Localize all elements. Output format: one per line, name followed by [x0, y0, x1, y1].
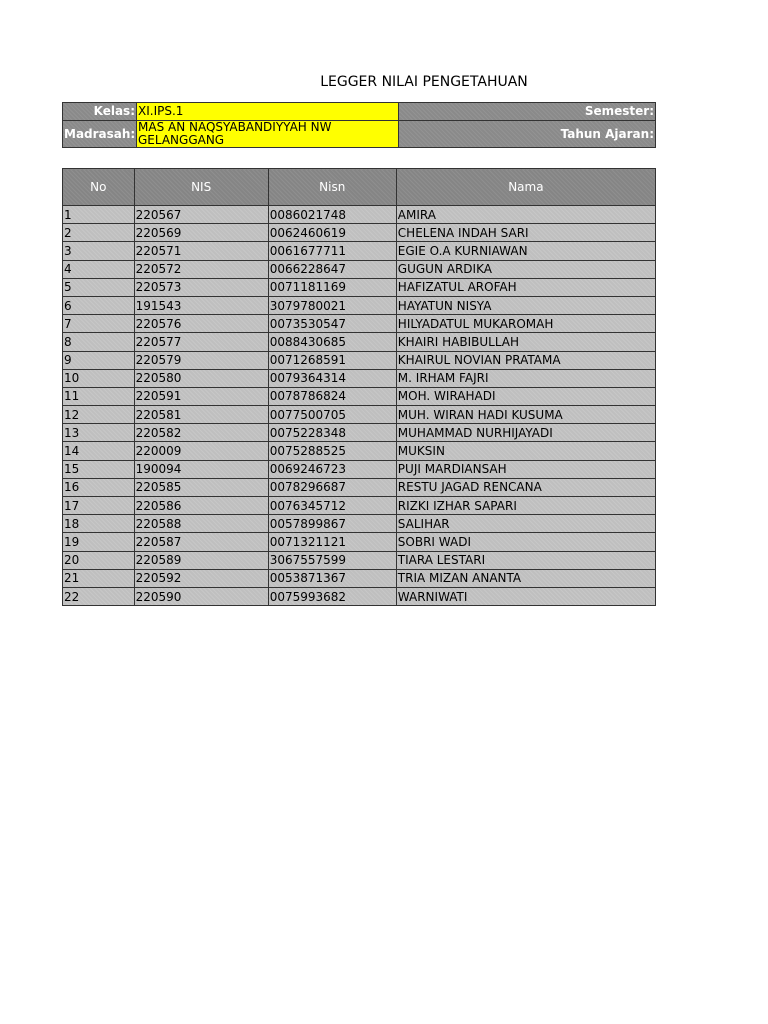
cell-no[interactable]: 3 [63, 242, 135, 260]
cell-no[interactable]: 12 [63, 406, 135, 424]
cell-nama[interactable]: M. IRHAM FAJRI [396, 369, 655, 387]
table-row [63, 551, 656, 569]
table-row [63, 260, 656, 278]
cell-nisn[interactable]: 0076345712 [268, 497, 396, 515]
table-row [63, 351, 656, 369]
cell-nisn[interactable]: 0075288525 [268, 442, 396, 460]
tahun-ajaran-label: Tahun Ajaran: [399, 121, 656, 148]
cell-no[interactable]: 5 [63, 278, 135, 296]
cell-nisn[interactable]: 0069246723 [268, 460, 396, 478]
cell-nis[interactable]: 220589 [134, 551, 268, 569]
student-table [62, 168, 656, 606]
cell-nisn[interactable]: 0086021748 [268, 206, 396, 224]
header-no[interactable]: No [63, 169, 135, 206]
table-row [63, 296, 656, 314]
cell-nama[interactable]: HAYATUN NISYA [396, 296, 655, 314]
cell-nama[interactable]: KHAIRI HABIBULLAH [396, 333, 655, 351]
cell-nis[interactable]: 220567 [134, 206, 268, 224]
cell-no[interactable]: 16 [63, 478, 135, 496]
cell-nisn[interactable]: 0077500705 [268, 406, 396, 424]
cell-nisn[interactable]: 0066228647 [268, 260, 396, 278]
cell-nis[interactable]: 220585 [134, 478, 268, 496]
cell-no[interactable]: 9 [63, 351, 135, 369]
header-nis[interactable]: NIS [134, 169, 268, 206]
table-row [63, 533, 656, 551]
table-row [63, 224, 656, 242]
table-row [63, 424, 656, 442]
cell-nisn[interactable]: 0071321121 [268, 533, 396, 551]
cell-nis[interactable]: 220009 [134, 442, 268, 460]
cell-nama[interactable]: MUH. WIRAN HADI KUSUMA [396, 406, 655, 424]
cell-nama[interactable]: AMIRA [396, 206, 655, 224]
cell-nama[interactable]: TRIA MIZAN ANANTA [396, 569, 655, 587]
cell-nama[interactable]: HILYADATUL MUKAROMAH [396, 315, 655, 333]
cell-no[interactable]: 21 [63, 569, 135, 587]
table-row [63, 515, 656, 533]
cell-no[interactable]: 6 [63, 296, 135, 314]
cell-no[interactable]: 14 [63, 442, 135, 460]
cell-nis[interactable]: 220576 [134, 315, 268, 333]
cell-nisn[interactable]: 0053871367 [268, 569, 396, 587]
cell-nama[interactable]: TIARA LESTARI [396, 551, 655, 569]
table-row [63, 587, 656, 605]
cell-nama[interactable]: EGIE O.A KURNIAWAN [396, 242, 655, 260]
table-row [63, 206, 656, 224]
cell-nama[interactable]: KHAIRUL NOVIAN PRATAMA [396, 351, 655, 369]
table-row [63, 369, 656, 387]
cell-nis[interactable]: 220572 [134, 260, 268, 278]
cell-nis[interactable]: 220573 [134, 278, 268, 296]
cell-nis[interactable]: 220569 [134, 224, 268, 242]
table-header-row [63, 169, 656, 206]
cell-no[interactable]: 8 [63, 333, 135, 351]
kelas-label: Kelas: [63, 103, 137, 121]
cell-nis[interactable]: 191543 [134, 296, 268, 314]
cell-nisn[interactable]: 0057899867 [268, 515, 396, 533]
cell-nama[interactable]: RESTU JAGAD RENCANA [396, 478, 655, 496]
kelas-value[interactable]: XI.IPS.1 [137, 103, 399, 121]
cell-nis[interactable]: 220591 [134, 387, 268, 405]
cell-nisn[interactable]: 0075993682 [268, 587, 396, 605]
madrasah-value[interactable]: MAS AN NAQSYABANDIYYAH NW GELANGGANG [137, 121, 399, 148]
table-row [63, 278, 656, 296]
cell-nis[interactable]: 220582 [134, 424, 268, 442]
cell-no[interactable]: 22 [63, 587, 135, 605]
cell-nama[interactable]: MUKSIN [396, 442, 655, 460]
cell-nama[interactable]: MOH. WIRAHADI [396, 387, 655, 405]
table-row [63, 442, 656, 460]
cell-no[interactable]: 2 [63, 224, 135, 242]
cell-no[interactable]: 7 [63, 315, 135, 333]
cell-nisn[interactable]: 3079780021 [268, 296, 396, 314]
cell-nis[interactable]: 220587 [134, 533, 268, 551]
cell-no[interactable]: 10 [63, 369, 135, 387]
cell-no[interactable]: 17 [63, 497, 135, 515]
semester-label: Semester: [399, 103, 656, 121]
cell-no[interactable]: 15 [63, 460, 135, 478]
cell-nis[interactable]: 220579 [134, 351, 268, 369]
cell-nisn[interactable]: 0075228348 [268, 424, 396, 442]
cell-nis[interactable]: 220581 [134, 406, 268, 424]
table-row [63, 460, 656, 478]
info-table [62, 102, 656, 148]
table-row [63, 497, 656, 515]
cell-nama[interactable]: WARNIWATI [396, 587, 655, 605]
cell-nama[interactable]: GUGUN ARDIKA [396, 260, 655, 278]
table-row [63, 406, 656, 424]
cell-nis[interactable]: 220590 [134, 587, 268, 605]
cell-no[interactable]: 11 [63, 387, 135, 405]
header-nama[interactable]: Nama [396, 169, 655, 206]
table-row [63, 478, 656, 496]
cell-no[interactable]: 19 [63, 533, 135, 551]
cell-nama[interactable]: RIZKI IZHAR SAPARI [396, 497, 655, 515]
cell-nisn[interactable]: 0088430685 [268, 333, 396, 351]
table-row [63, 569, 656, 587]
cell-no[interactable]: 20 [63, 551, 135, 569]
document-title: LEGGER NILAI PENGETAHUAN [320, 74, 528, 90]
cell-nama[interactable]: SOBRI WADI [396, 533, 655, 551]
cell-nis[interactable]: 220577 [134, 333, 268, 351]
table-row [63, 315, 656, 333]
cell-nisn[interactable]: 0071181169 [268, 278, 396, 296]
cell-nama[interactable]: MUHAMMAD NURHIJAYADI [396, 424, 655, 442]
cell-nis[interactable]: 220586 [134, 497, 268, 515]
cell-nisn[interactable]: 0073530547 [268, 315, 396, 333]
cell-nama[interactable]: HAFIZATUL AROFAH [396, 278, 655, 296]
cell-nis[interactable]: 220588 [134, 515, 268, 533]
cell-nisn[interactable]: 0061677711 [268, 242, 396, 260]
madrasah-label: Madrasah: [63, 121, 137, 148]
table-row [63, 387, 656, 405]
cell-nisn[interactable]: 0079364314 [268, 369, 396, 387]
cell-nis[interactable]: 220592 [134, 569, 268, 587]
cell-nama[interactable]: PUJI MARDIANSAH [396, 460, 655, 478]
cell-nisn[interactable]: 0078296687 [268, 478, 396, 496]
cell-no[interactable]: 13 [63, 424, 135, 442]
cell-nisn[interactable]: 0078786824 [268, 387, 396, 405]
table-row [63, 333, 656, 351]
cell-no[interactable]: 4 [63, 260, 135, 278]
cell-nis[interactable]: 220571 [134, 242, 268, 260]
cell-nisn[interactable]: 0071268591 [268, 351, 396, 369]
cell-nisn[interactable]: 3067557599 [268, 551, 396, 569]
cell-nis[interactable]: 190094 [134, 460, 268, 478]
table-row [63, 242, 656, 260]
cell-no[interactable]: 1 [63, 206, 135, 224]
cell-nama[interactable]: CHELENA INDAH SARI [396, 224, 655, 242]
header-nisn[interactable]: Nisn [268, 169, 396, 206]
cell-no[interactable]: 18 [63, 515, 135, 533]
cell-nis[interactable]: 220580 [134, 369, 268, 387]
cell-nama[interactable]: SALIHAR [396, 515, 655, 533]
cell-nisn[interactable]: 0062460619 [268, 224, 396, 242]
